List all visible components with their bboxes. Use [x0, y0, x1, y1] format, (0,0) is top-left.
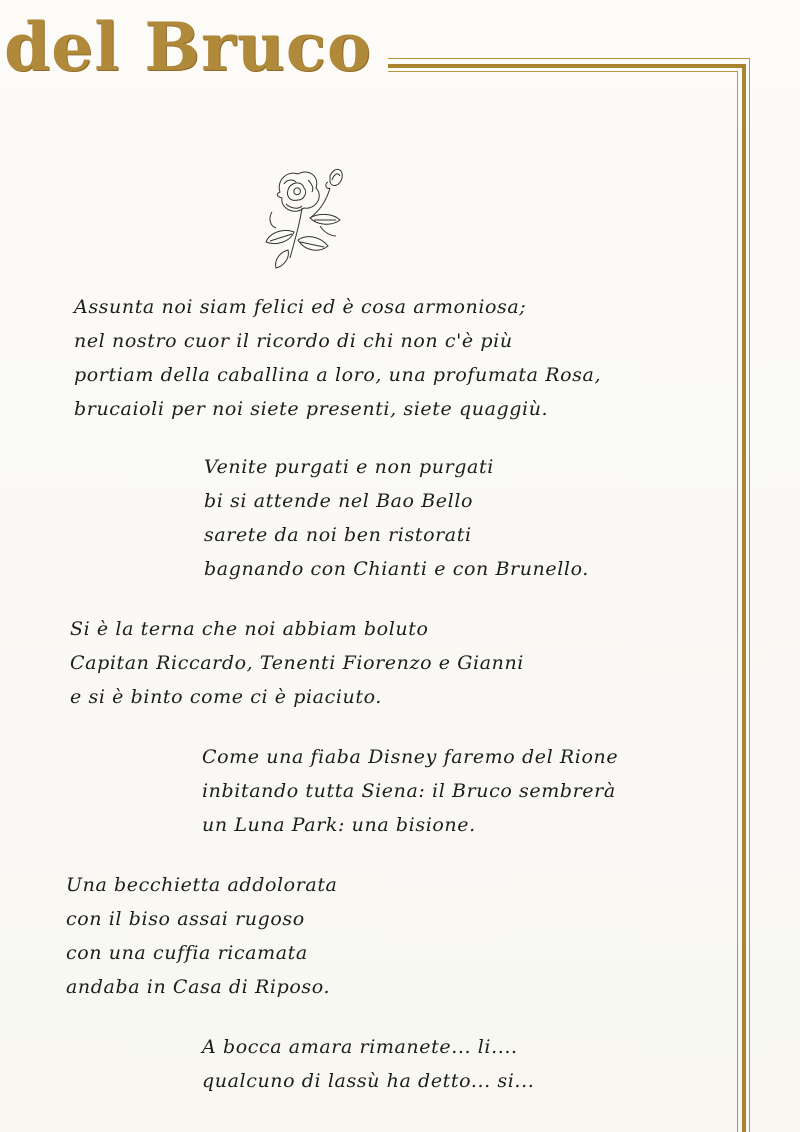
- poem-line: e si è binto come ci è piaciuto.: [70, 686, 382, 708]
- poem-line: bagnando con Chianti e con Brunello.: [204, 558, 589, 580]
- gold-border-right-inner: [737, 71, 738, 1132]
- poem-line: Capitan Riccardo, Tenenti Fiorenzo e Gianni: [70, 652, 524, 674]
- poem-line: Una becchietta addolorata: [66, 874, 338, 896]
- poem-line: nel nostro cuor il ricordo di chi non c'è più: [74, 330, 513, 352]
- gold-border-top-inner: [388, 71, 738, 72]
- gold-border-right-thick: [742, 64, 746, 1132]
- poem-line: Come una fiaba Disney faremo del Rione: [202, 746, 619, 768]
- gold-border-top: [388, 58, 750, 59]
- poem-line: con una cuffia ricamata: [66, 942, 308, 964]
- poem-line: un Luna Park: una bisione.: [202, 814, 476, 836]
- poem-line: Si è la terna che noi abbiam boluto: [70, 618, 429, 640]
- poem-line: andaba in Casa di Riposo.: [66, 976, 331, 998]
- gold-border-top-thick: [388, 64, 744, 68]
- poem-line: Venite purgati e non purgati: [204, 456, 494, 478]
- poem-line: portiam della caballina a loro, una profumata Rosa,: [74, 364, 602, 386]
- poem-line: inbitando tutta Siena: il Bruco sembrerà: [202, 780, 616, 802]
- poem-line: bi si attende nel Bao Bello: [204, 490, 474, 512]
- poem-line: brucaioli per noi siete presenti, siete quaggiù.: [74, 398, 549, 420]
- poem-line: Assunta noi siam felici ed è cosa armoniosa;: [74, 296, 527, 318]
- gold-border-right: [749, 58, 750, 1132]
- poem-line: qualcuno di lassù ha detto... si...: [202, 1070, 535, 1092]
- poem-line: A bocca amara rimanete... li....: [202, 1036, 518, 1058]
- page-title: del Bruco: [4, 8, 372, 86]
- rose-icon: [258, 162, 354, 272]
- poem-line: con il biso assai rugoso: [66, 908, 305, 930]
- poem-line: sarete da noi ben ristorati: [204, 524, 472, 546]
